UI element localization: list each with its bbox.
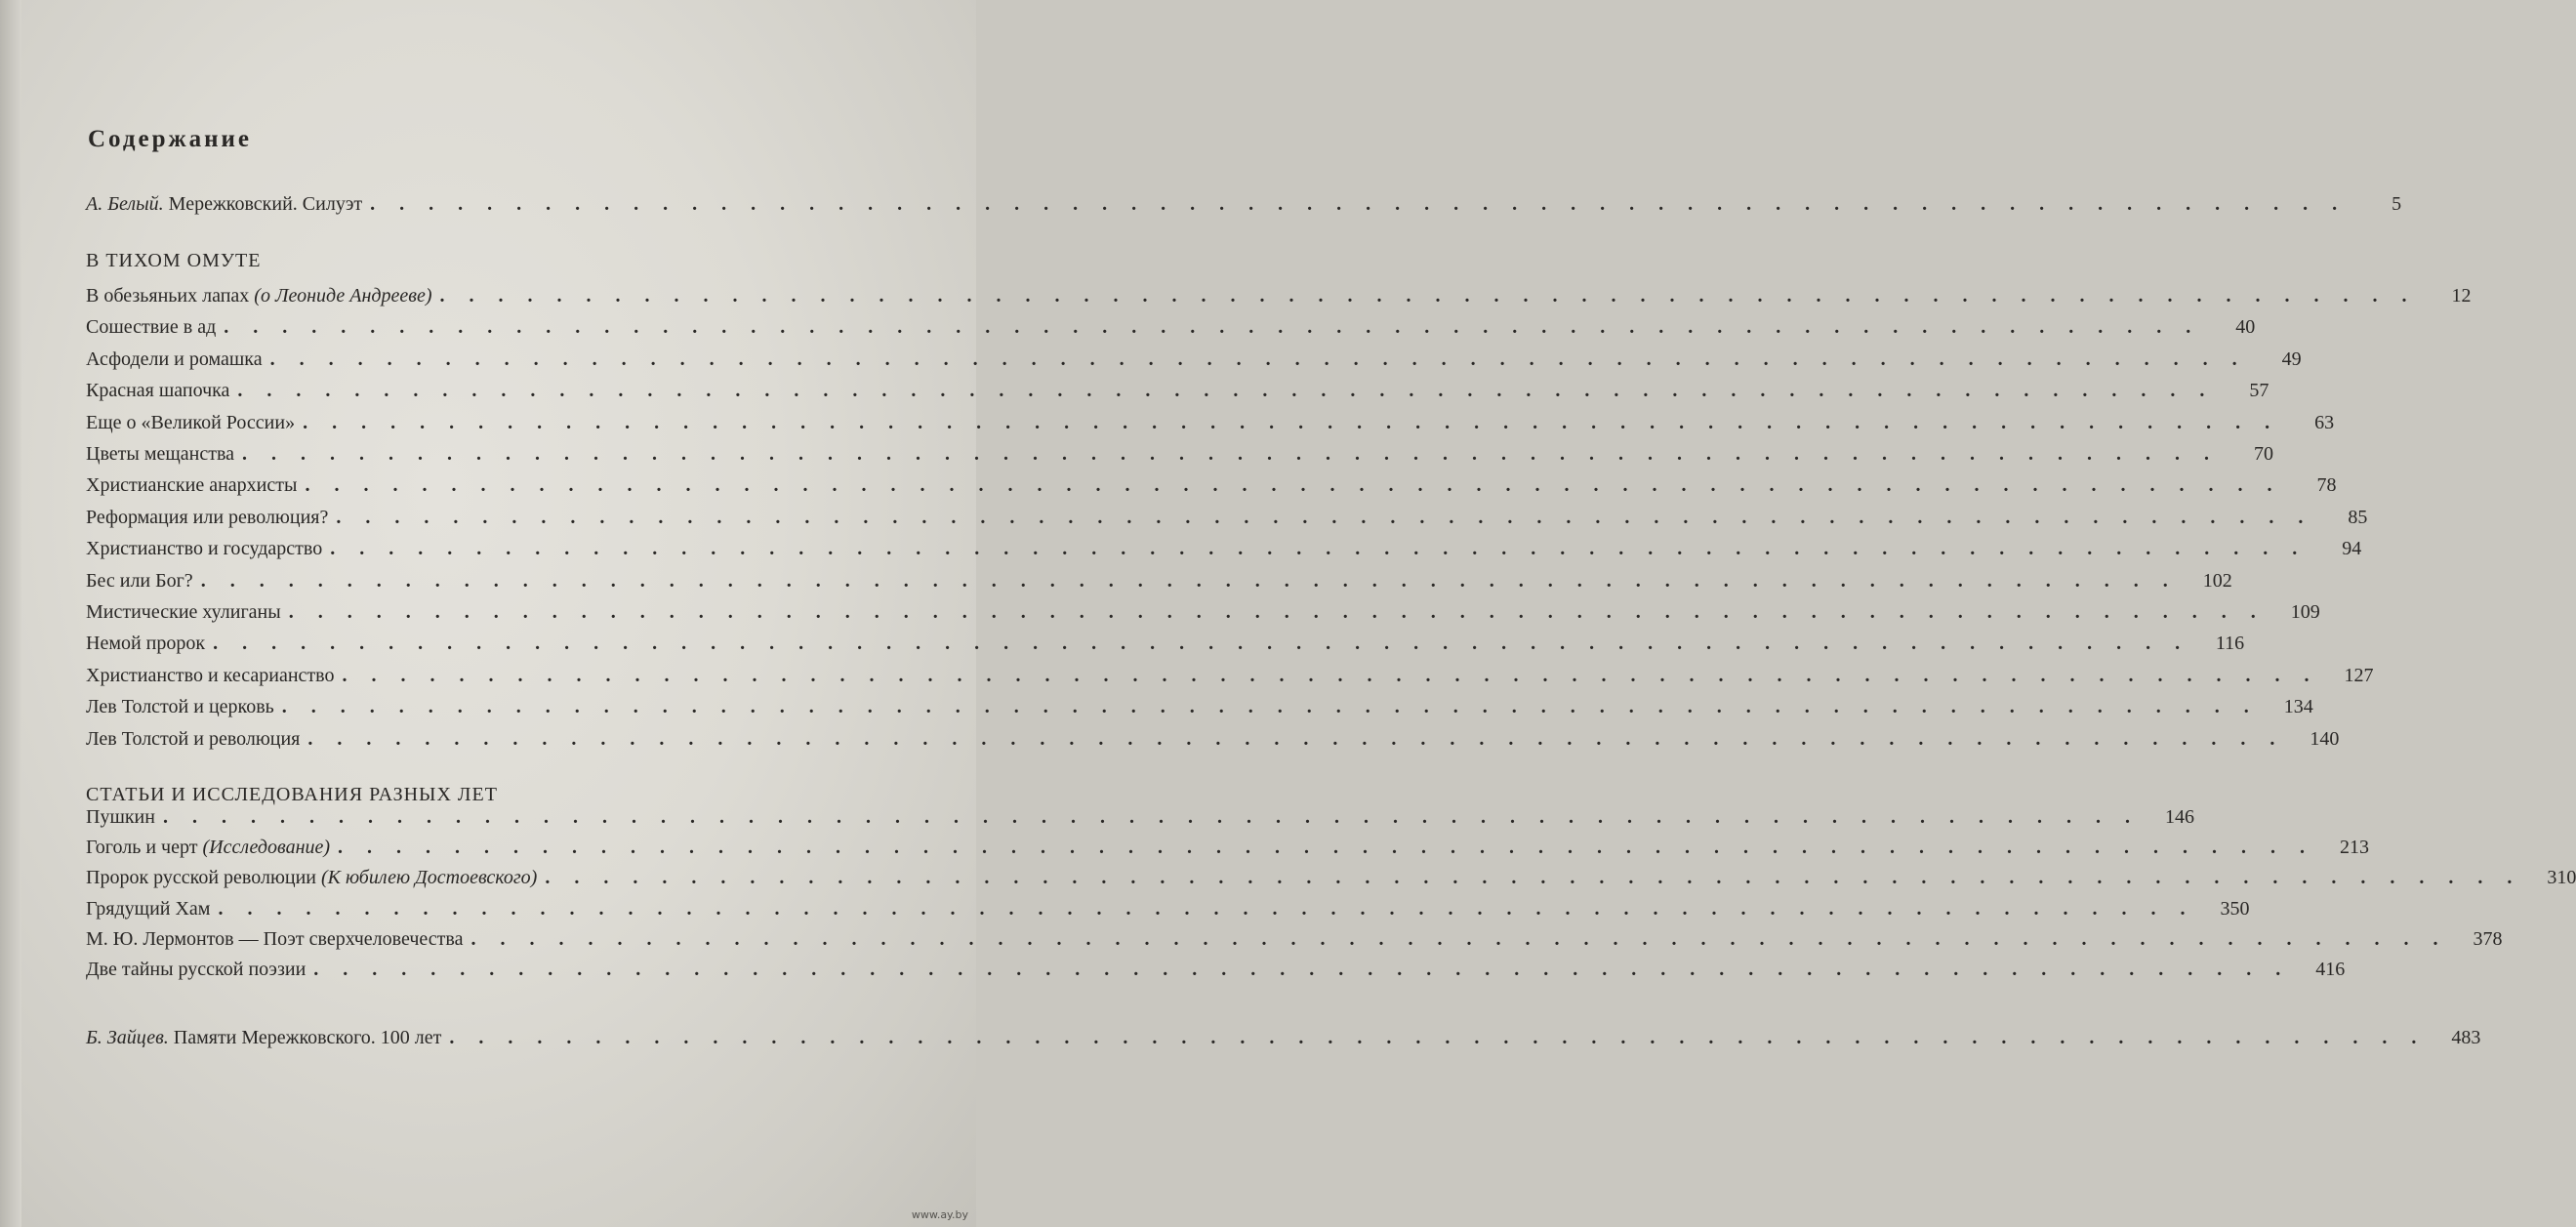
entry-page: 85 bbox=[2348, 506, 2368, 528]
dot-leader: . . . . . . . . . . . . . . . . . . . . . . . . . . . . . . . . . . . . . . . . . . . . . . . . . . . . . . . . . . . . . . . . . . . . bbox=[288, 601, 2266, 623]
entry-title: Лев Толстой и церковь bbox=[86, 696, 274, 718]
entry-title: Асфодели и ромашка bbox=[86, 348, 263, 370]
page-edge bbox=[0, 0, 21, 1227]
watermark: www.ay.by bbox=[911, 1208, 968, 1221]
entry-page: 146 bbox=[2164, 806, 2194, 828]
entry-title: Две тайны русской поэзии bbox=[86, 959, 307, 980]
entry-title: Памяти Мережковского. 100 лет bbox=[173, 1027, 442, 1048]
toc-entry bbox=[86, 696, 2313, 725]
dot-leader: . . . . . . . . . . . . . . . . . . . . . . . . . . . . . . . . . . . . . . . . . . . . . . . . . . . . . . . . . . . . . . . . . . . . bbox=[224, 316, 2201, 339]
section-heading: В ТИХОМ ОМУТЕ bbox=[86, 250, 262, 271]
entry-page: 63 bbox=[2314, 411, 2335, 433]
entry-page: 78 bbox=[2316, 474, 2337, 497]
toc-entry bbox=[86, 569, 2232, 599]
entry-page: 140 bbox=[2310, 727, 2340, 750]
entry-author: Б. Зайцев. bbox=[86, 1027, 169, 1048]
dot-leader: . . . . . . . . . . . . . . . . . . . . . . . . . . . . . . . . . . . . . . . . . . . . . . . . . . . . . . . . . . . . . . . . . . . . bbox=[218, 897, 2195, 920]
entry-title: Еще о «Великой России» bbox=[86, 411, 296, 433]
entry-note: (К юбилею Достоевского) bbox=[321, 867, 538, 889]
entry-page: 40 bbox=[2235, 316, 2256, 339]
entry-page: 5 bbox=[2392, 193, 2402, 215]
toc-entry bbox=[86, 348, 2302, 378]
dot-leader: . . . . . . . . . . . . . . . . . . . . . . . . . . . . . . . . . . . . . . . . . . . . . . . . . . . . . . . . . . . . . . . . . . . . bbox=[305, 474, 2282, 497]
dot-leader: . . . . . . . . . . . . . . . . . . . . . . . . . . . . . . . . . . . . . . . . . . . . . . . . . . . . . . . . . . . . . . . . . . . . bbox=[200, 569, 2178, 592]
toc-entry bbox=[86, 959, 2346, 988]
entry-title: Пушкин bbox=[86, 806, 155, 828]
toc-entry bbox=[86, 927, 2503, 958]
toc-entry bbox=[86, 285, 2472, 314]
dot-leader: . . . . . . . . . . . . . . . . . . . . . . . . . . . . . . . . . . . . . . . . . . . . . . . . . . . . . . . . . . . . . . . . . . . . bbox=[213, 633, 2190, 655]
dot-leader: . . . . . . . . . . . . . . . . . . . . . . . . . . . . . . . . . . . . . . . . . . . . . . . . . . . . . . . . . . . . . . . . . . . . bbox=[307, 727, 2285, 750]
entry-page: 102 bbox=[2202, 569, 2232, 592]
dot-leader: . . . . . . . . . . . . . . . . . . . . . . . . . . . . . . . . . . . . . . . . . . . . . . . . . . . . . . . . . . . . . . . . . . . . bbox=[545, 867, 2522, 889]
dot-leader: . . . . . . . . . . . . . . . . . . . . . . . . . . . . . . . . . . . . . . . . . . . . . . . . . . . . . . . . . . . . . . . . . . . . bbox=[313, 959, 2291, 980]
entry-page: 350 bbox=[2220, 897, 2250, 920]
entry-note: (о Леониде Андрееве) bbox=[254, 285, 432, 307]
toc-entry bbox=[86, 806, 2194, 836]
entry-page: 57 bbox=[2249, 380, 2269, 402]
toc-entry-outro bbox=[86, 1027, 2481, 1056]
entry-title: Немой пророк bbox=[86, 633, 206, 655]
toc-entry bbox=[86, 897, 2250, 927]
dot-leader: . . . . . . . . . . . . . . . . . . . . . . . . . . . . . . . . . . . . . . . . . . . . . . . . . . . . . . . . . . . . . . . . . . . . bbox=[342, 664, 2319, 686]
entry-title: Мережковский. Силуэт bbox=[168, 193, 363, 215]
toc-entry bbox=[86, 474, 2337, 504]
entry-title: Реформация или революция? bbox=[86, 506, 329, 528]
entry-page: 116 bbox=[2215, 633, 2245, 655]
entry-title: Лев Толстой и революция bbox=[86, 727, 301, 750]
toc-entry bbox=[86, 633, 2245, 662]
entry-page: 109 bbox=[2290, 601, 2320, 623]
toc-entry-intro bbox=[86, 193, 2402, 223]
entry-page: 12 bbox=[2451, 285, 2472, 307]
toc-entry bbox=[86, 316, 2256, 346]
section-heading: СТАТЬИ И ИССЛЕДОВАНИЯ РАЗНЫХ ЛЕТ bbox=[86, 784, 498, 805]
entry-note: (Исследование) bbox=[202, 837, 331, 859]
toc-entry bbox=[86, 411, 2335, 441]
entry-title: Бес или Бог? bbox=[86, 569, 193, 592]
toc-entry bbox=[86, 380, 2269, 409]
dot-leader: . . . . . . . . . . . . . . . . . . . . . . . . . . . . . . . . . . . . . . . . . . . . . . . . . . . . . . . . . . . . . . . . . . . . bbox=[269, 348, 2247, 370]
entry-page: 134 bbox=[2283, 696, 2313, 718]
dot-leader: . . . . . . . . . . . . . . . . . . . . . . . . . . . . . . . . . . . . . . . . . . . . . . . . . . . . . . . . . . . . . . . . . . . . bbox=[330, 538, 2308, 560]
dot-leader: . . . . . . . . . . . . . . . . . . . . . . . . . . . . . . . . . . . . . . . . . . . . . . . . . . . . . . . . . . . . . . . . . . . . bbox=[449, 1027, 2427, 1048]
toc-entry bbox=[86, 727, 2340, 757]
toc-entry bbox=[86, 837, 2370, 866]
entry-title: Грядущий Хам bbox=[86, 897, 211, 920]
toc-title: Содержание bbox=[88, 125, 253, 152]
entry-page: 416 bbox=[2315, 959, 2346, 980]
entry-title: Христианство и государство bbox=[86, 538, 323, 560]
entry-title: Христианство и кесарианство bbox=[86, 664, 335, 686]
entry-title: Красная шапочка bbox=[86, 380, 230, 402]
dot-leader: . . . . . . . . . . . . . . . . . . . . . . . . . . . . . . . . . . . . . . . . . . . . . . . . . . . . . . . . . . . . . . . . . . . . bbox=[370, 193, 2348, 215]
entry-title: Гоголь и черт bbox=[86, 837, 198, 859]
dot-leader: . . . . . . . . . . . . . . . . . . . . . . . . . . . . . . . . . . . . . . . . . . . . . . . . . . . . . . . . . . . . . . . . . . . . bbox=[162, 806, 2140, 828]
dot-leader: . . . . . . . . . . . . . . . . . . . . . . . . . . . . . . . . . . . . . . . . . . . . . . . . . . . . . . . . . . . . . . . . . . . . bbox=[281, 696, 2259, 718]
entry-title: Сошествие в ад bbox=[86, 316, 217, 339]
dot-leader: . . . . . . . . . . . . . . . . . . . . . . . . . . . . . . . . . . . . . . . . . . . . . . . . . . . . . . . . . . . . . . . . . . . . bbox=[338, 837, 2315, 859]
entry-page: 213 bbox=[2340, 837, 2370, 859]
dot-leader: . . . . . . . . . . . . . . . . . . . . . . . . . . . . . . . . . . . . . . . . . . . . . . . . . . . . . . . . . . . . . . . . . . . . bbox=[470, 927, 2448, 950]
entry-title: Цветы мещанства bbox=[86, 443, 235, 465]
toc-entry bbox=[86, 664, 2374, 694]
toc-entry bbox=[86, 601, 2320, 631]
dot-leader: . . . . . . . . . . . . . . . . . . . . . . . . . . . . . . . . . . . . . . . . . . . . . . . . . . . . . . . . . . . . . . . . . . . . bbox=[242, 443, 2220, 465]
entry-title: Пророк русской революции bbox=[86, 867, 317, 889]
dot-leader: . . . . . . . . . . . . . . . . . . . . . . . . . . . . . . . . . . . . . . . . . . . . . . . . . . . . . . . . . . . . . . . . . . . . bbox=[303, 411, 2280, 433]
toc-entry bbox=[86, 538, 2362, 567]
entry-page: 310 bbox=[2547, 867, 2576, 889]
entry-page: 49 bbox=[2281, 348, 2302, 370]
entry-title: Христианские анархисты bbox=[86, 474, 298, 497]
toc-entry bbox=[86, 443, 2274, 472]
entry-title: В обезьяньих лапах bbox=[86, 285, 250, 307]
toc-entry bbox=[86, 506, 2368, 536]
toc-entry bbox=[86, 867, 2576, 896]
dot-leader: . . . . . . . . . . . . . . . . . . . . . . . . . . . . . . . . . . . . . . . . . . . . . . . . . . . . . . . . . . . . . . . . . . . . bbox=[336, 506, 2313, 528]
entry-page: 127 bbox=[2344, 664, 2374, 686]
dot-leader: . . . . . . . . . . . . . . . . . . . . . . . . . . . . . . . . . . . . . . . . . . . . . . . . . . . . . . . . . . . . . . . . . . . . bbox=[237, 380, 2215, 402]
entry-title: Мистические хулиганы bbox=[86, 601, 281, 623]
entry-author: А. Белый. bbox=[86, 193, 164, 215]
entry-page: 483 bbox=[2451, 1027, 2481, 1048]
entry-page: 94 bbox=[2342, 538, 2362, 560]
entry-page: 70 bbox=[2254, 443, 2274, 465]
entry-page: 378 bbox=[2473, 927, 2503, 950]
entry-title: М. Ю. Лермонтов — Поэт сверхчеловечества bbox=[86, 927, 464, 950]
dot-leader: . . . . . . . . . . . . . . . . . . . . . . . . . . . . . . . . . . . . . . . . . . . . . . . . . . . . . . . . . . . . . . . . . . . . bbox=[439, 285, 2417, 307]
